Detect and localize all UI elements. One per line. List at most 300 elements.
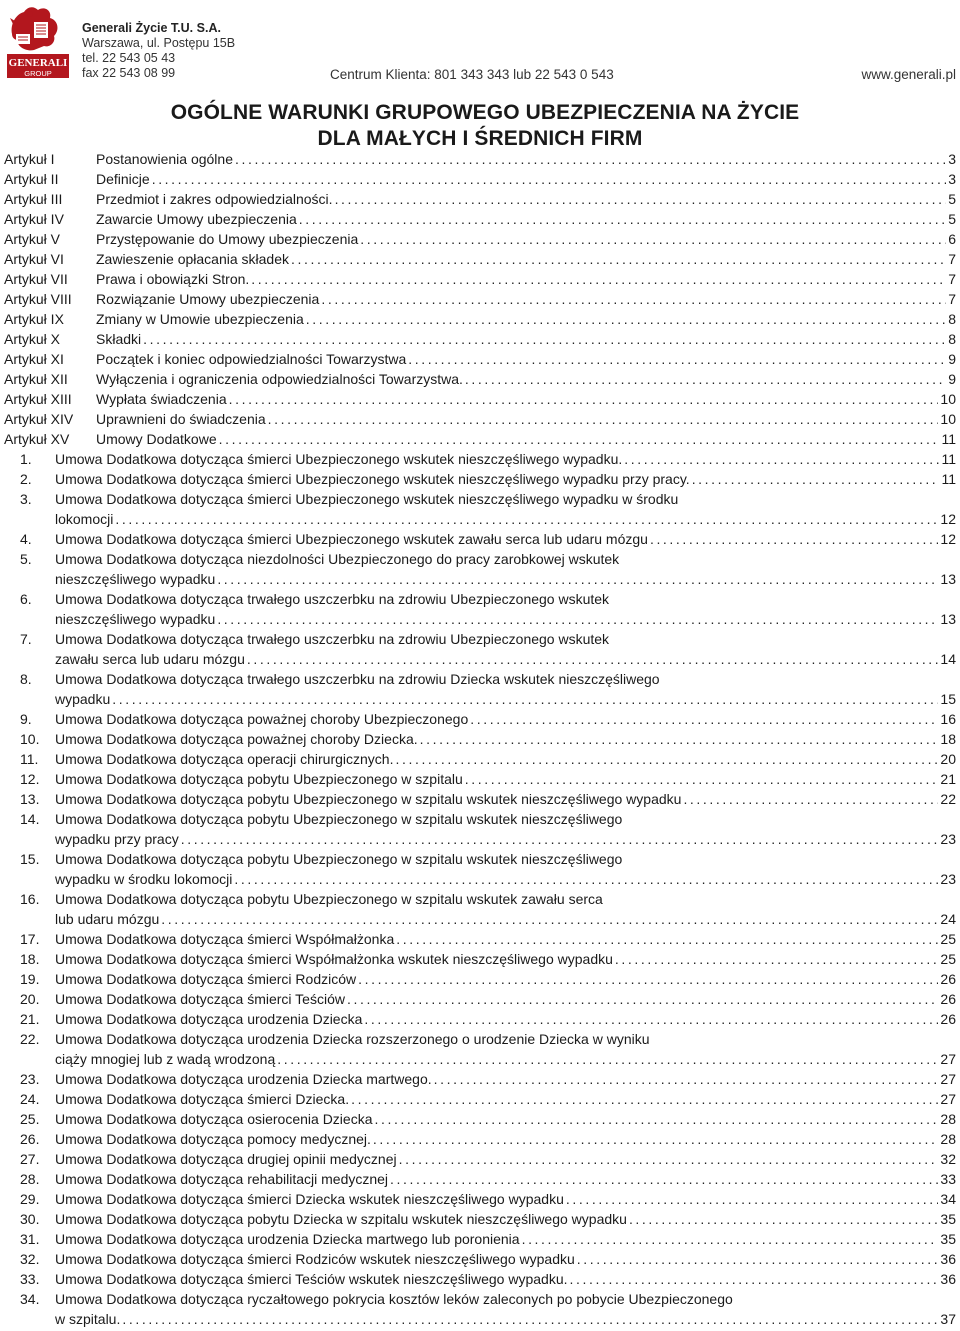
rider-number: 11.	[20, 751, 39, 767]
article-title: Początek i koniec odpowiedzialności Towarzystwa	[96, 351, 407, 367]
toc-entry-rider[interactable]	[0, 749, 960, 769]
rider-title: Umowa Dodatkowa dotycząca pobytu Ubezpieczonego w szpitalu wskutek nieszczęśliwego	[55, 811, 623, 827]
rider-number: 27.	[20, 1151, 40, 1167]
rider-number: 7.	[20, 631, 32, 647]
rider-title: Umowa Dodatkowa dotycząca śmierci Dziecka wskutek nieszczęśliwego wypadku	[55, 1191, 564, 1207]
page-number: 26	[940, 991, 956, 1007]
toc-entry-rider[interactable]	[0, 449, 960, 469]
page-number: 27	[940, 1091, 956, 1107]
page-number: 7	[948, 271, 956, 287]
toc-entry-rider[interactable]	[0, 929, 960, 949]
rider-number: 18.	[20, 951, 40, 967]
rider-number: 22.	[20, 1031, 40, 1047]
page-number: 7	[948, 291, 956, 307]
toc-entry-article[interactable]	[0, 389, 960, 409]
toc-entry-article[interactable]	[0, 309, 960, 329]
toc-entry-body	[55, 1289, 956, 1309]
toc-entry-rider[interactable]	[0, 589, 960, 609]
toc-entry-body	[96, 149, 956, 169]
rider-title: Umowa Dodatkowa dotycząca pomocy medycznej.	[55, 1131, 371, 1147]
rider-number: 32.	[20, 1251, 40, 1267]
page-number: 24	[940, 911, 956, 927]
rider-title: Umowa Dodatkowa dotycząca urodzenia Dziecka rozszerzonego o urodzenie Dziecka w wyniku	[55, 1031, 650, 1047]
toc-entry-rider[interactable]	[0, 1269, 960, 1289]
page-number: 8	[948, 331, 956, 347]
document-title	[0, 100, 960, 152]
toc-entry-rider[interactable]	[0, 969, 960, 989]
rider-number: 24.	[20, 1091, 40, 1107]
rider-title: Umowa Dodatkowa dotycząca śmierci Dziecka.	[55, 1091, 350, 1107]
dot-leader	[321, 289, 946, 309]
dot-leader	[570, 1269, 939, 1289]
article-title: Zawarcie Umowy ubezpieczenia	[96, 211, 297, 227]
rider-title: Umowa Dodatkowa dotycząca śmierci Rodziców wskutek nieszczęśliwego wypadku	[55, 1251, 575, 1267]
toc-entry-rider[interactable]	[0, 629, 960, 649]
page-number: 26	[940, 1011, 956, 1027]
rider-title: Umowa Dodatkowa dotycząca poważnej choroby Dziecka.	[55, 731, 418, 747]
dot-leader	[522, 1229, 939, 1249]
toc-entry-body	[55, 709, 956, 729]
dot-leader	[247, 649, 939, 669]
toc-entry-rider[interactable]	[0, 889, 960, 909]
svg-text:GROUP: GROUP	[24, 69, 52, 78]
article-title: Postanowienia ogólne	[96, 151, 233, 167]
dot-leader	[420, 729, 939, 749]
page-number: 16	[940, 711, 956, 727]
toc-entry-rider[interactable]	[0, 949, 960, 969]
toc-entry-rider[interactable]	[0, 469, 960, 489]
page-number: 35	[940, 1211, 956, 1227]
toc-entry-body	[55, 969, 956, 989]
rider-number: 16.	[20, 891, 40, 907]
page-number: 5	[948, 211, 956, 227]
toc-entry-body	[55, 669, 956, 689]
toc-entry-body	[96, 369, 956, 389]
rider-title: Umowa Dodatkowa dotycząca pobytu Ubezpieczonego w szpitalu	[55, 771, 463, 787]
dot-leader	[112, 689, 938, 709]
dot-leader	[396, 929, 938, 949]
toc-entry-body	[55, 749, 956, 769]
page-number: 36	[940, 1271, 956, 1287]
rider-title: Umowa Dodatkowa dotycząca śmierci Rodziców	[55, 971, 357, 987]
toc-entry-rider[interactable]	[0, 549, 960, 569]
toc-entry-body	[55, 889, 956, 909]
toc-entry-rider[interactable]	[0, 1089, 960, 1109]
company-tel: tel. 22 543 05 43	[82, 51, 176, 65]
rider-title: Umowa Dodatkowa dotycząca śmierci Ubezpieczonego wskutek nieszczęśliwego wypadku przy pracy.	[55, 471, 690, 487]
dot-leader	[683, 789, 938, 809]
page-number: 3	[948, 151, 956, 167]
toc-entry-rider[interactable]	[0, 1189, 960, 1209]
dot-leader	[143, 329, 946, 349]
dot-leader	[465, 769, 939, 789]
article-label: Artykuł VI	[4, 251, 64, 267]
article-title: Definicje	[96, 171, 150, 187]
website-link[interactable]: www.generali.pl	[861, 67, 956, 82]
toc-entry-rider[interactable]	[0, 1029, 960, 1049]
toc-entry-body	[55, 1249, 956, 1269]
page-number: 10	[940, 391, 956, 407]
company-fax: fax 22 543 08 99	[82, 66, 176, 80]
toc-entry-body	[55, 809, 956, 829]
page-number: 34	[940, 1191, 956, 1207]
toc-entry-rider[interactable]	[0, 1309, 960, 1329]
dot-leader	[465, 369, 946, 389]
rider-number: 9.	[20, 711, 32, 727]
rider-title: Umowa Dodatkowa dotycząca niezdolności Ubezpieczonego do pracy zarobkowej wskutek	[55, 551, 620, 567]
article-label: Artykuł VII	[4, 271, 68, 287]
toc-entry-article[interactable]	[0, 429, 960, 449]
page-number: 13	[940, 611, 956, 627]
toc-entry-article[interactable]	[0, 269, 960, 289]
page-number: 20	[940, 751, 956, 767]
toc-entry-body	[55, 849, 956, 869]
page-number: 11	[941, 451, 956, 467]
article-title: Uprawnieni do świadczenia	[96, 411, 266, 427]
toc-entry-rider[interactable]	[0, 1149, 960, 1169]
article-title: Zmiany w Umowie ubezpieczenia	[96, 311, 304, 327]
rider-number: 33.	[20, 1271, 40, 1287]
toc-entry-body	[55, 509, 956, 529]
toc-entry-body	[55, 869, 956, 889]
toc-entry-body	[55, 989, 956, 1009]
rider-number: 3.	[20, 491, 32, 507]
rider-title: wypadku w środku lokomocji	[55, 871, 233, 887]
page-number: 27	[940, 1051, 956, 1067]
page-number: 11	[941, 431, 956, 447]
page-number: 25	[940, 951, 956, 967]
page-number: 7	[948, 251, 956, 267]
rider-number: 21.	[20, 1011, 40, 1027]
toc-entry-body	[55, 649, 956, 669]
rider-number: 2.	[20, 471, 32, 487]
toc-entry-body	[55, 529, 956, 549]
rider-number: 10.	[20, 731, 40, 747]
toc-entry-body	[55, 789, 956, 809]
rider-number: 14.	[20, 811, 40, 827]
rider-title: zawału serca lub udaru mózgu	[55, 651, 245, 667]
toc-entry-article[interactable]	[0, 249, 960, 269]
toc-entry-body	[96, 409, 956, 429]
rider-title: Umowa Dodatkowa dotycząca śmierci Ubezpieczonego wskutek zawału serca lub udaru mózgu	[55, 531, 648, 547]
rider-number: 25.	[20, 1111, 40, 1127]
toc-entry-body	[96, 269, 956, 289]
company-name: Generali Życie T.U. S.A.	[82, 21, 221, 35]
article-label: Artykuł XIII	[4, 391, 72, 407]
toc-entry-body	[96, 309, 956, 329]
toc-entry-body	[96, 249, 956, 269]
toc-entry-rider[interactable]	[0, 1069, 960, 1089]
toc-entry-article[interactable]	[0, 169, 960, 189]
dot-leader	[470, 709, 938, 729]
toc-entry-body	[55, 1129, 956, 1149]
toc-entry-rider[interactable]	[0, 489, 960, 509]
dot-leader	[181, 829, 939, 849]
article-title: Przystępowanie do Umowy ubezpieczenia	[96, 231, 359, 247]
article-label: Artykuł XI	[4, 351, 64, 367]
toc-entry-body	[55, 629, 956, 649]
dot-leader	[358, 969, 938, 989]
toc-entry-body	[55, 1049, 956, 1069]
rider-title: Umowa Dodatkowa dotycząca drugiej opinii medycznej	[55, 1151, 397, 1167]
article-title: Przedmiot i zakres odpowiedzialności.	[96, 191, 333, 207]
toc-entry-rider[interactable]	[0, 1049, 960, 1069]
table-of-contents	[0, 149, 960, 1329]
page-number: 3	[948, 171, 956, 187]
toc-entry-rider[interactable]	[0, 689, 960, 709]
toc-entry-body	[55, 1229, 956, 1249]
toc-entry-body	[96, 429, 956, 449]
toc-entry-body	[55, 609, 956, 629]
page-number: 22	[940, 791, 956, 807]
toc-entry-rider[interactable]	[0, 849, 960, 869]
toc-entry-article[interactable]	[0, 149, 960, 169]
toc-entry-article[interactable]	[0, 369, 960, 389]
dot-leader	[360, 229, 946, 249]
article-title: Składki	[96, 331, 142, 347]
article-title: Prawa i obowiązki Stron.	[96, 271, 250, 287]
page-number: 26	[940, 971, 956, 987]
rider-title: Umowa Dodatkowa dotycząca rehabilitacji medycznej	[55, 1171, 389, 1187]
toc-entry-body	[55, 729, 956, 749]
toc-entry-rider[interactable]	[0, 1229, 960, 1249]
rider-title: Umowa Dodatkowa dotycząca poważnej choroby Ubezpieczonego	[55, 711, 469, 727]
rider-number: 13.	[20, 791, 40, 807]
rider-title: w szpitalu.	[55, 1311, 121, 1327]
page-number: 9	[948, 371, 956, 387]
rider-title: Umowa Dodatkowa dotycząca śmierci Teściów wskutek nieszczęśliwego wypadku.	[55, 1271, 568, 1287]
toc-entry-rider[interactable]	[0, 569, 960, 589]
rider-number: 4.	[20, 531, 32, 547]
dot-leader	[408, 349, 946, 369]
toc-entry-body	[96, 389, 956, 409]
dot-leader	[306, 309, 946, 329]
page-number: 35	[940, 1231, 956, 1247]
dot-leader	[234, 869, 938, 889]
toc-entry-body	[96, 349, 956, 369]
rider-title: Umowa Dodatkowa dotycząca śmierci Ubezpieczonego wskutek nieszczęśliwego wypadku w środku	[55, 491, 679, 507]
toc-entry-rider[interactable]	[0, 509, 960, 529]
toc-entry-rider[interactable]	[0, 729, 960, 749]
article-label: Artykuł X	[4, 331, 61, 347]
page-number: 9	[948, 351, 956, 367]
toc-entry-rider[interactable]	[0, 669, 960, 689]
toc-entry-body	[55, 829, 956, 849]
page-number: 15	[940, 691, 956, 707]
dot-leader	[434, 1069, 939, 1089]
rider-number: 31.	[20, 1231, 40, 1247]
page-number: 23	[940, 871, 956, 887]
toc-entry-article[interactable]	[0, 349, 960, 369]
toc-entry-body	[55, 549, 956, 569]
dot-leader	[650, 529, 938, 549]
toc-entry-body	[55, 949, 956, 969]
toc-entry-body	[55, 909, 956, 929]
dot-leader	[577, 1249, 939, 1269]
dot-leader	[364, 1009, 938, 1029]
toc-entry-body	[55, 1009, 956, 1029]
toc-entry-body	[96, 169, 956, 189]
article-label: Artykuł XV	[4, 431, 70, 447]
toc-entry-body	[55, 929, 956, 949]
toc-entry-body	[55, 1069, 956, 1089]
rider-title: Umowa Dodatkowa dotycząca trwałego uszczerbku na zdrowiu Ubezpieczonego wskutek	[55, 591, 610, 607]
page-number: 5	[948, 191, 956, 207]
toc-entry-article[interactable]	[0, 329, 960, 349]
toc-entry-article[interactable]	[0, 229, 960, 249]
rider-number: 34.	[20, 1291, 40, 1307]
rider-title: Umowa Dodatkowa dotycząca trwałego uszczerbku na zdrowiu Dziecka wskutek nieszczęśliwego	[55, 671, 660, 687]
toc-entry-rider[interactable]	[0, 1129, 960, 1149]
rider-title: ciąży mnogiej lub z wadą wrodzoną	[55, 1051, 276, 1067]
rider-title: lokomocji	[55, 511, 114, 527]
dot-leader	[615, 949, 939, 969]
rider-number: 15.	[20, 851, 40, 867]
dot-leader	[373, 1129, 939, 1149]
rider-title: Umowa Dodatkowa dotycząca trwałego uszczerbku na zdrowiu Ubezpieczonego wskutek	[55, 631, 610, 647]
toc-entry-rider[interactable]	[0, 789, 960, 809]
rider-title: Umowa Dodatkowa dotycząca ryczałtowego pokrycia kosztów leków zaleconych po pobycie Ubezpieczonego	[55, 1291, 733, 1307]
toc-entry-rider[interactable]	[0, 869, 960, 889]
generali-logo	[4, 4, 72, 80]
article-label: Artykuł I	[4, 151, 55, 167]
toc-entry-body	[55, 449, 956, 469]
toc-entry-body	[96, 189, 956, 209]
toc-entry-rider[interactable]	[0, 909, 960, 929]
toc-entry-rider[interactable]	[0, 1109, 960, 1129]
dot-leader	[235, 149, 946, 169]
page-number: 25	[940, 931, 956, 947]
toc-entry-body	[55, 689, 956, 709]
dot-leader	[624, 449, 939, 469]
toc-entry-body	[96, 229, 956, 249]
rider-number: 26.	[20, 1131, 40, 1147]
page-number: 10	[940, 411, 956, 427]
toc-entry-rider[interactable]	[0, 829, 960, 849]
dot-leader	[399, 1149, 939, 1169]
toc-entry-article[interactable]	[0, 289, 960, 309]
page-number: 13	[940, 571, 956, 587]
page-number: 28	[940, 1131, 956, 1147]
dot-leader	[115, 509, 938, 529]
toc-entry-rider[interactable]	[0, 529, 960, 549]
rider-title: wypadku przy pracy	[55, 831, 179, 847]
toc-entry-rider[interactable]	[0, 1249, 960, 1269]
dot-leader	[351, 1089, 938, 1109]
rider-title: Umowa Dodatkowa dotycząca urodzenia Dziecka martwego lub poronienia	[55, 1231, 520, 1247]
page-number: 18	[940, 731, 956, 747]
toc-entry-article[interactable]	[0, 409, 960, 429]
rider-title: Umowa Dodatkowa dotycząca pobytu Ubezpieczonego w szpitalu wskutek nieszczęśliwego wypadku	[55, 791, 682, 807]
title-line-1: OGÓLNE WARUNKI GRUPOWEGO UBEZPIECZENIA NA ŻYCIE	[170, 101, 800, 124]
article-label: Artykuł V	[4, 231, 61, 247]
page-number: 27	[940, 1071, 956, 1087]
page-number: 37	[940, 1311, 956, 1327]
article-title: Wyłączenia i ograniczenia odpowiedzialności Towarzystwa.	[96, 371, 463, 387]
rider-number: 23.	[20, 1071, 40, 1087]
article-title: Wypłata świadczenia	[96, 391, 227, 407]
dot-leader	[152, 169, 947, 189]
dot-leader	[347, 989, 938, 1009]
customer-center: Centrum Klienta: 801 343 343 lub 22 543 0 543	[330, 67, 614, 82]
toc-entry-rider[interactable]	[0, 609, 960, 629]
toc-entry-rider[interactable]	[0, 1209, 960, 1229]
rider-number: 1.	[20, 451, 32, 467]
page-number: 28	[940, 1111, 956, 1127]
toc-entry-rider[interactable]	[0, 1289, 960, 1309]
rider-title: Umowa Dodatkowa dotycząca pobytu Ubezpieczonego w szpitalu wskutek zawału serca	[55, 891, 603, 907]
title-line-2: DLA MAŁYCH I ŚREDNICH FIRM	[317, 127, 643, 150]
page-number: 23	[940, 831, 956, 847]
rider-title: nieszczęśliwego wypadku	[55, 571, 216, 587]
rider-number: 19.	[20, 971, 40, 987]
page-number: 36	[940, 1251, 956, 1267]
company-info	[82, 21, 235, 81]
toc-entry-rider[interactable]	[0, 649, 960, 669]
toc-entry-article[interactable]	[0, 189, 960, 209]
toc-entry-body	[96, 329, 956, 349]
dot-leader	[268, 409, 939, 429]
dot-leader	[692, 469, 940, 489]
toc-entry-rider[interactable]	[0, 1009, 960, 1029]
toc-entry-body	[55, 1109, 956, 1129]
toc-entry-body	[55, 1029, 956, 1049]
toc-entry-rider[interactable]	[0, 709, 960, 729]
svg-text:GENERALI: GENERALI	[8, 57, 68, 69]
rider-number: 8.	[20, 671, 32, 687]
dot-leader	[299, 209, 946, 229]
rider-title: Umowa Dodatkowa dotycząca osierocenia Dziecka	[55, 1111, 373, 1127]
toc-entry-body	[96, 209, 956, 229]
toc-entry-rider[interactable]	[0, 1169, 960, 1189]
dot-leader	[566, 1189, 939, 1209]
toc-entry-body	[55, 489, 956, 509]
rider-number: 28.	[20, 1171, 40, 1187]
rider-title: Umowa Dodatkowa dotycząca śmierci Współmałżonka wskutek nieszczęśliwego wypadku	[55, 951, 613, 967]
article-label: Artykuł IV	[4, 211, 64, 227]
page-number: 11	[941, 471, 956, 487]
toc-entry-rider[interactable]	[0, 989, 960, 1009]
page-number: 14	[940, 651, 956, 667]
rider-title: Umowa Dodatkowa dotycząca pobytu Dziecka w szpitalu wskutek nieszczęśliwego wypadku	[55, 1211, 627, 1227]
dot-leader	[217, 609, 938, 629]
article-label: Artykuł XII	[4, 371, 68, 387]
toc-entry-body	[55, 769, 956, 789]
toc-entry-article[interactable]	[0, 209, 960, 229]
article-label: Artykuł XIV	[4, 411, 74, 427]
dot-leader	[161, 909, 938, 929]
toc-entry-body	[55, 589, 956, 609]
rider-number: 5.	[20, 551, 32, 567]
toc-entry-body	[55, 1269, 956, 1289]
dot-leader	[217, 569, 938, 589]
rider-number: 20.	[20, 991, 40, 1007]
toc-entry-body	[55, 1209, 956, 1229]
dot-leader	[277, 1049, 938, 1069]
page-number: 21	[940, 771, 956, 787]
rider-title: Umowa Dodatkowa dotycząca śmierci Współmałżonka	[55, 931, 395, 947]
page-number: 12	[940, 511, 956, 527]
rider-title: wypadku	[55, 691, 111, 707]
dot-leader	[229, 389, 939, 409]
toc-entry-rider[interactable]	[0, 769, 960, 789]
article-title: Umowy Dodatkowe	[96, 431, 217, 447]
toc-entry-rider[interactable]	[0, 809, 960, 829]
rider-title: Umowa Dodatkowa dotycząca pobytu Ubezpieczonego w szpitalu wskutek nieszczęśliwego	[55, 851, 623, 867]
rider-title: Umowa Dodatkowa dotycząca operacji chirurgicznych.	[55, 751, 394, 767]
toc-entry-body	[55, 1309, 956, 1329]
toc-entry-body	[55, 1169, 956, 1189]
